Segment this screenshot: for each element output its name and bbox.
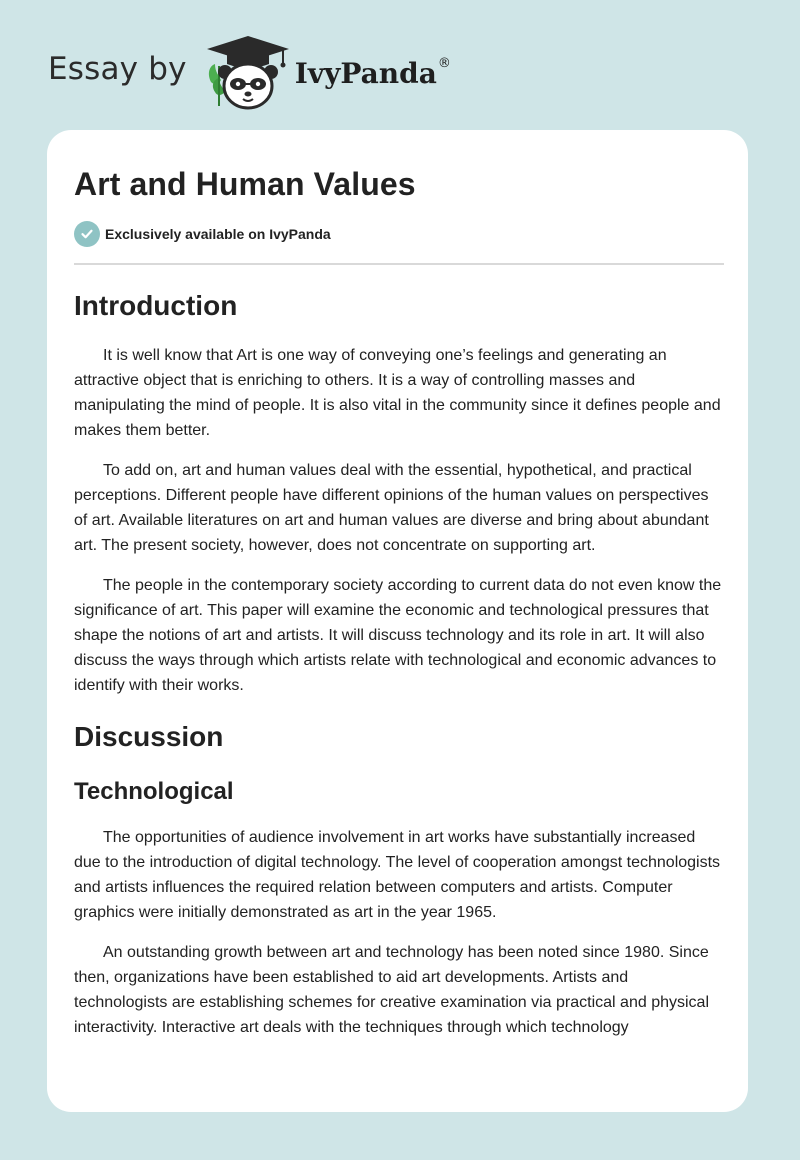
check-circle-icon [74,221,100,247]
paragraph: The people in the contemporary society according to current data do not even know the significance of art. This paper will examine the economic and technological pressures that shape the notions of art and artists. It will discuss technology and its role in art. It will also discuss the ways through which artists relate with technological and economic advances to identify with their works. [74,577,722,694]
exclusive-badge [74,221,724,247]
essay-card [47,130,748,1112]
brand-name[interactable]: IvyPanda [294,56,437,90]
site-header [48,34,451,114]
exclusive-label: Exclusively available on IvyPanda [105,226,331,242]
introduction-heading: Introduction [74,290,238,321]
essay-by-label: Essay by [48,51,187,87]
technological-heading: Technological [74,778,234,805]
panda-logo-icon[interactable] [205,34,291,114]
paragraph: The opportunities of audience involvement in art works have substantially increased due to the introduction of digital technology. The level of cooperation amongst technologists and artists influences the required relation between computers and artists. Computer graphics were initially demonstrated as art in the year 1965. [74,829,721,921]
registered-mark: ® [437,56,451,71]
paragraph: To add on, art and human values deal with the essential, hypothetical, and practical perceptions. Different people have different opinions of the human values on perspectives of art. Available literatures on art and human values are diverse and bring about abundant art. The present society, however, does not concentrate on supporting art. [74,462,709,554]
discussion-heading: Discussion [74,721,224,752]
essay-content [74,163,724,1040]
paragraph: It is well know that Art is one way of conveying one’s feelings and generating an attractive object that is enriching to others. It is a way of controlling masses and manipulating the mind of people. It is also vital in the community since it defines people and makes them better. [74,347,721,439]
essay-title: Art and Human Values [74,166,416,202]
paragraph: An outstanding growth between art and technology has been noted since 1980. Since then, organizations have been established to aid art developments. Artists and technologists are establishing schemes for creative examination via practical and physical interactivity. Interactive art deals with the techniques through which technology [74,944,709,1036]
divider [74,263,724,265]
